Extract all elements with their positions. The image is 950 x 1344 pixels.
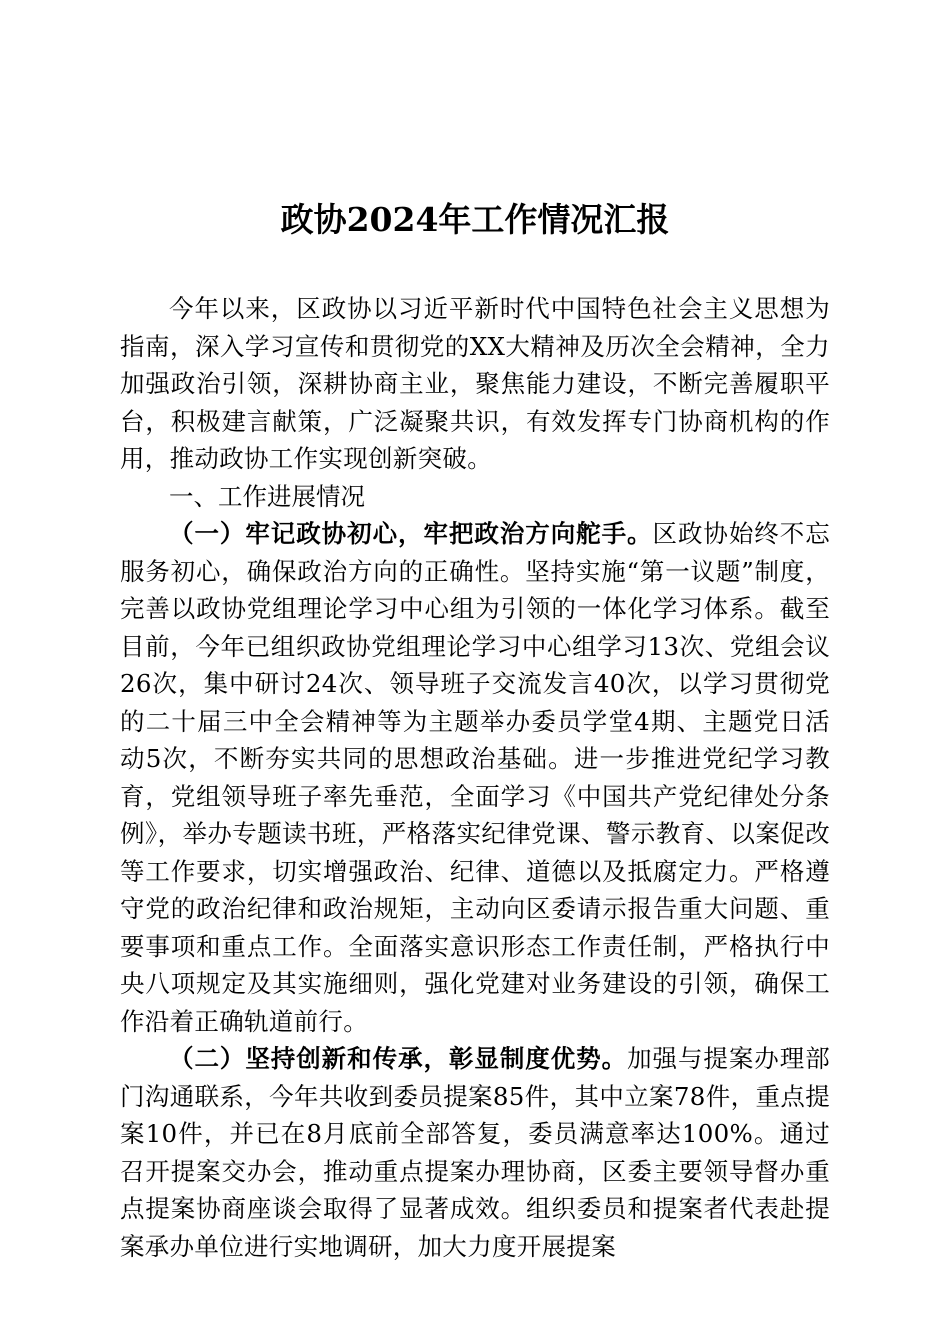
intro-paragraph: 今年以来，区政协以习近平新时代中国特色社会主义思想为指南，深入学习宣传和贯彻党的XX大精神及历次全会精神，全力加强政治引领，深耕协商主业，聚焦能力建设，不断完善履职平台，积极建言献策，广泛凝聚共识，有效发挥专门协商机构的作用，推动政协工作实现创新突破。 (120, 294, 830, 473)
paragraph-2 (120, 1040, 830, 1265)
paragraph-1-text: 区政协始终不忘服务初心，确保政治方向的正确性。坚持实施“第一议题”制度，完善以政协党组理论学习中心组为引领的一体化学习体系。截至目前，今年已组织政协党组理论学习中心组学习13次、党组会议26次，集中研讨24次、领导班子交流发言40次，以学习贯彻党的二十届三中全会精神等为主题举办委员学堂4期、主题党日活动5次，不断夯实共同的思想政治基础。进一步推进党纪学习教育，党组领导班子率先垂范，全面学习《中国共产党纪律处分条例》，举办专题读书班，严格落实纪律党课、警示教育、以案促改等工作要求，切实增强政治、纪律、道德以及抵腐定力。严格遵守党的政治纪律和政治规矩，主动向区委请示报告重大问题、重要事项和重点工作。全面落实意识形态工作责任制，严格执行中央八项规定及其实施细则，强化党建对业务建设的引领，确保工作沿着正确轨道前行。 (120, 519, 830, 1036)
paragraph-1 (120, 515, 830, 1040)
document-body (120, 290, 830, 1265)
paragraph-2-text: 加强与提案办理部门沟通联系，今年共收到委员提案85件，其中立案78件，重点提案10件，并已在8月底前全部答复，委员满意率达100%。通过召开提案交办会，推动重点提案办理协商，区委主要领导督办重点提案协商座谈会取得了显著成效。组织委员和提案者代表赴提案承办单位进行实地调研，加大力度开展提案 (120, 1044, 830, 1261)
document-title: 政协2024年工作情况汇报 (280, 200, 670, 239)
paragraph-1-lead: （一）牢记政协初心，牢把政治方向舵手。 (169, 519, 653, 548)
paragraph-2-lead: （二）坚持创新和传承，彰显制度优势。 (169, 1044, 628, 1073)
document-page (120, 0, 830, 1344)
section-heading: 一、工作进展情况 (169, 481, 365, 511)
